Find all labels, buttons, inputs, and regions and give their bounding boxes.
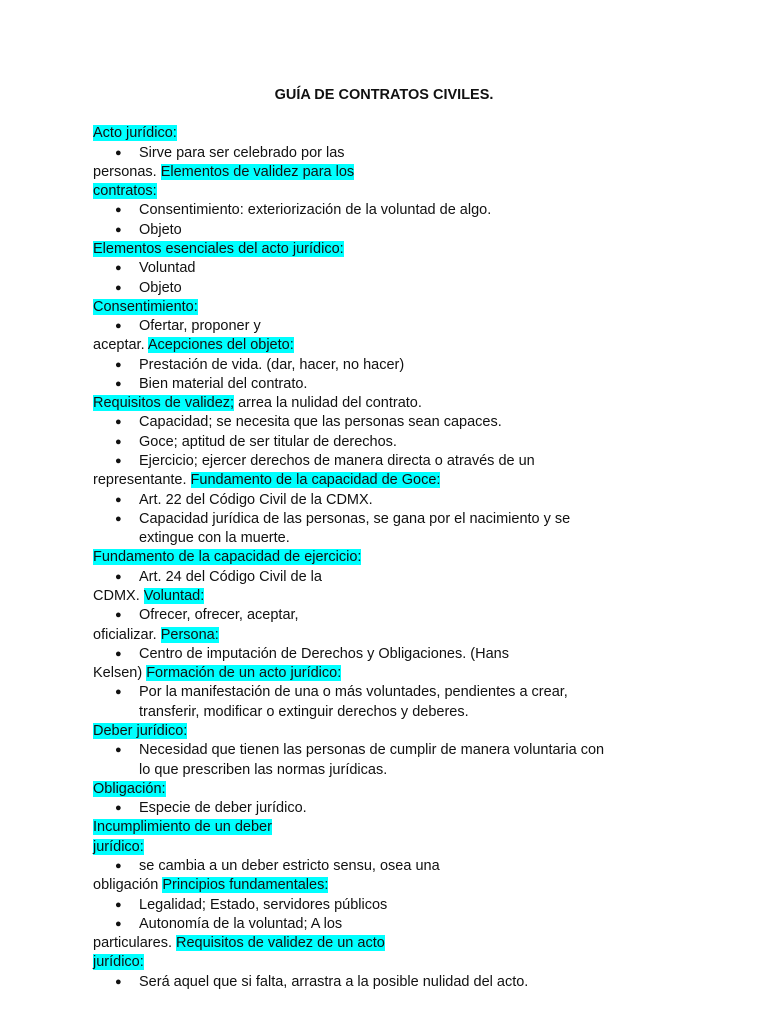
list-item: Especie de deber jurídico.	[139, 800, 307, 816]
bullet-icon: ●	[115, 744, 122, 756]
heading-fundamento-ejercicio: Fundamento de la capacidad de ejercicio:	[93, 549, 362, 565]
list-item: Art. 24 del Código Civil de la	[139, 569, 322, 585]
bullet-icon: ●	[115, 147, 122, 159]
list-item: Sirve para ser celebrado por las	[139, 145, 345, 161]
bullet-icon: ●	[115, 571, 122, 583]
list-item: Consentimiento: exteriorización de la voluntad de algo.	[139, 202, 492, 218]
list-item: Centro de imputación de Derechos y Obligaciones. (Hans	[139, 646, 509, 662]
heading-voluntad: Voluntad:	[143, 588, 205, 604]
bullet-icon: ●	[115, 976, 122, 988]
heading-deber-juridico: Deber jurídico:	[93, 723, 188, 739]
heading-requisitos-validez: Requisitos de validez;	[93, 395, 235, 411]
bullet-icon: ●	[115, 513, 122, 525]
document-title: GUÍA DE CONTRATOS CIVILES.	[274, 87, 494, 103]
heading-consentimiento: Consentimiento:	[93, 299, 198, 315]
text-line: CDMX. Voluntad:	[93, 588, 205, 604]
text-line: aceptar. Acepciones del objeto:	[93, 337, 294, 353]
text-line: personas. Elementos de validez para los	[93, 164, 355, 180]
list-item: Bien material del contrato.	[139, 376, 308, 392]
text-line: Requisitos de validez; arrea la nulidad del contrato.	[93, 395, 422, 411]
bullet-icon: ●	[115, 359, 122, 371]
text-line: obligación Principios fundamentales:	[93, 877, 329, 893]
list-item: Será aquel que si falta, arrastra a la posible nulidad del acto.	[139, 974, 529, 990]
list-item: Objeto	[139, 280, 182, 296]
text-line: oficializar. Persona:	[93, 627, 219, 643]
bullet-icon: ●	[115, 648, 122, 660]
list-item: Autonomía de la voluntad; A los	[139, 916, 343, 932]
bullet-icon: ●	[115, 455, 122, 467]
heading-formacion-acto: Formación de un acto jurídico:	[146, 665, 342, 681]
list-item: Objeto	[139, 222, 182, 238]
heading-persona: Persona:	[160, 627, 219, 643]
bullet-icon: ●	[115, 378, 122, 390]
list-item-continuation: extingue con la muerte.	[139, 530, 290, 546]
list-item: Necesidad que tienen las personas de cumplir de manera voluntaria con	[139, 742, 605, 758]
heading-fundamento-goce: Fundamento de la capacidad de Goce:	[190, 472, 441, 488]
bullet-icon: ●	[115, 436, 122, 448]
bullet-icon: ●	[115, 899, 122, 911]
heading-contratos: contratos:	[93, 183, 157, 199]
heading-obligacion: Obligación:	[93, 781, 166, 797]
bullet-icon: ●	[115, 224, 122, 236]
heading-requisitos-acto-cont: jurídico:	[93, 954, 144, 970]
list-item: Ofrecer, ofrecer, aceptar,	[139, 607, 299, 623]
heading-incumplimiento: Incumplimiento de un deber	[93, 819, 272, 835]
list-item: Ejercicio; ejercer derechos de manera directa o através de un	[139, 453, 535, 469]
bullet-icon: ●	[115, 204, 122, 216]
heading-acepciones-objeto: Acepciones del objeto:	[147, 337, 294, 353]
list-item: Capacidad; se necesita que las personas sean capaces.	[139, 414, 502, 430]
bullet-icon: ●	[115, 494, 122, 506]
list-item: Voluntad	[139, 260, 196, 276]
heading-acto-juridico: Acto jurídico:	[93, 125, 177, 141]
heading-principios: Principios fundamentales:	[162, 877, 329, 893]
list-item: Legalidad; Estado, servidores públicos	[139, 897, 388, 913]
list-item: Goce; aptitud de ser titular de derechos.	[139, 434, 397, 450]
list-item: Art. 22 del Código Civil de la CDMX.	[139, 492, 373, 508]
list-item: Ofertar, proponer y	[139, 318, 261, 334]
list-item: se cambia a un deber estricto sensu, osea una	[139, 858, 440, 874]
list-item: Por la manifestación de una o más voluntades, pendientes a crear,	[139, 684, 568, 700]
heading-incumplimiento-cont: jurídico:	[93, 839, 144, 855]
bullet-icon: ●	[115, 262, 122, 274]
bullet-icon: ●	[115, 802, 122, 814]
list-item-continuation: lo que prescriben las normas jurídicas.	[139, 762, 388, 778]
bullet-icon: ●	[115, 320, 122, 332]
text-line: representante. Fundamento de la capacidad de Goce:	[93, 472, 441, 488]
text-line: Kelsen) Formación de un acto jurídico:	[93, 665, 342, 681]
text-line: particulares. Requisitos de validez de un acto	[93, 935, 385, 951]
bullet-icon: ●	[115, 918, 122, 930]
list-item-continuation: transferir, modificar o extinguir derechos y deberes.	[139, 704, 469, 720]
bullet-icon: ●	[115, 282, 122, 294]
bullet-icon: ●	[115, 860, 122, 872]
list-item: Capacidad jurídica de las personas, se gana por el nacimiento y se	[139, 511, 571, 527]
heading-elementos-validez: Elementos de validez para los	[160, 164, 355, 180]
heading-elementos-esenciales: Elementos esenciales del acto jurídico:	[93, 241, 344, 257]
bullet-icon: ●	[115, 686, 122, 698]
bullet-icon: ●	[115, 416, 122, 428]
bullet-icon: ●	[115, 609, 122, 621]
heading-requisitos-acto: Requisitos de validez de un acto	[176, 935, 385, 951]
list-item: Prestación de vida. (dar, hacer, no hacer)	[139, 357, 405, 373]
